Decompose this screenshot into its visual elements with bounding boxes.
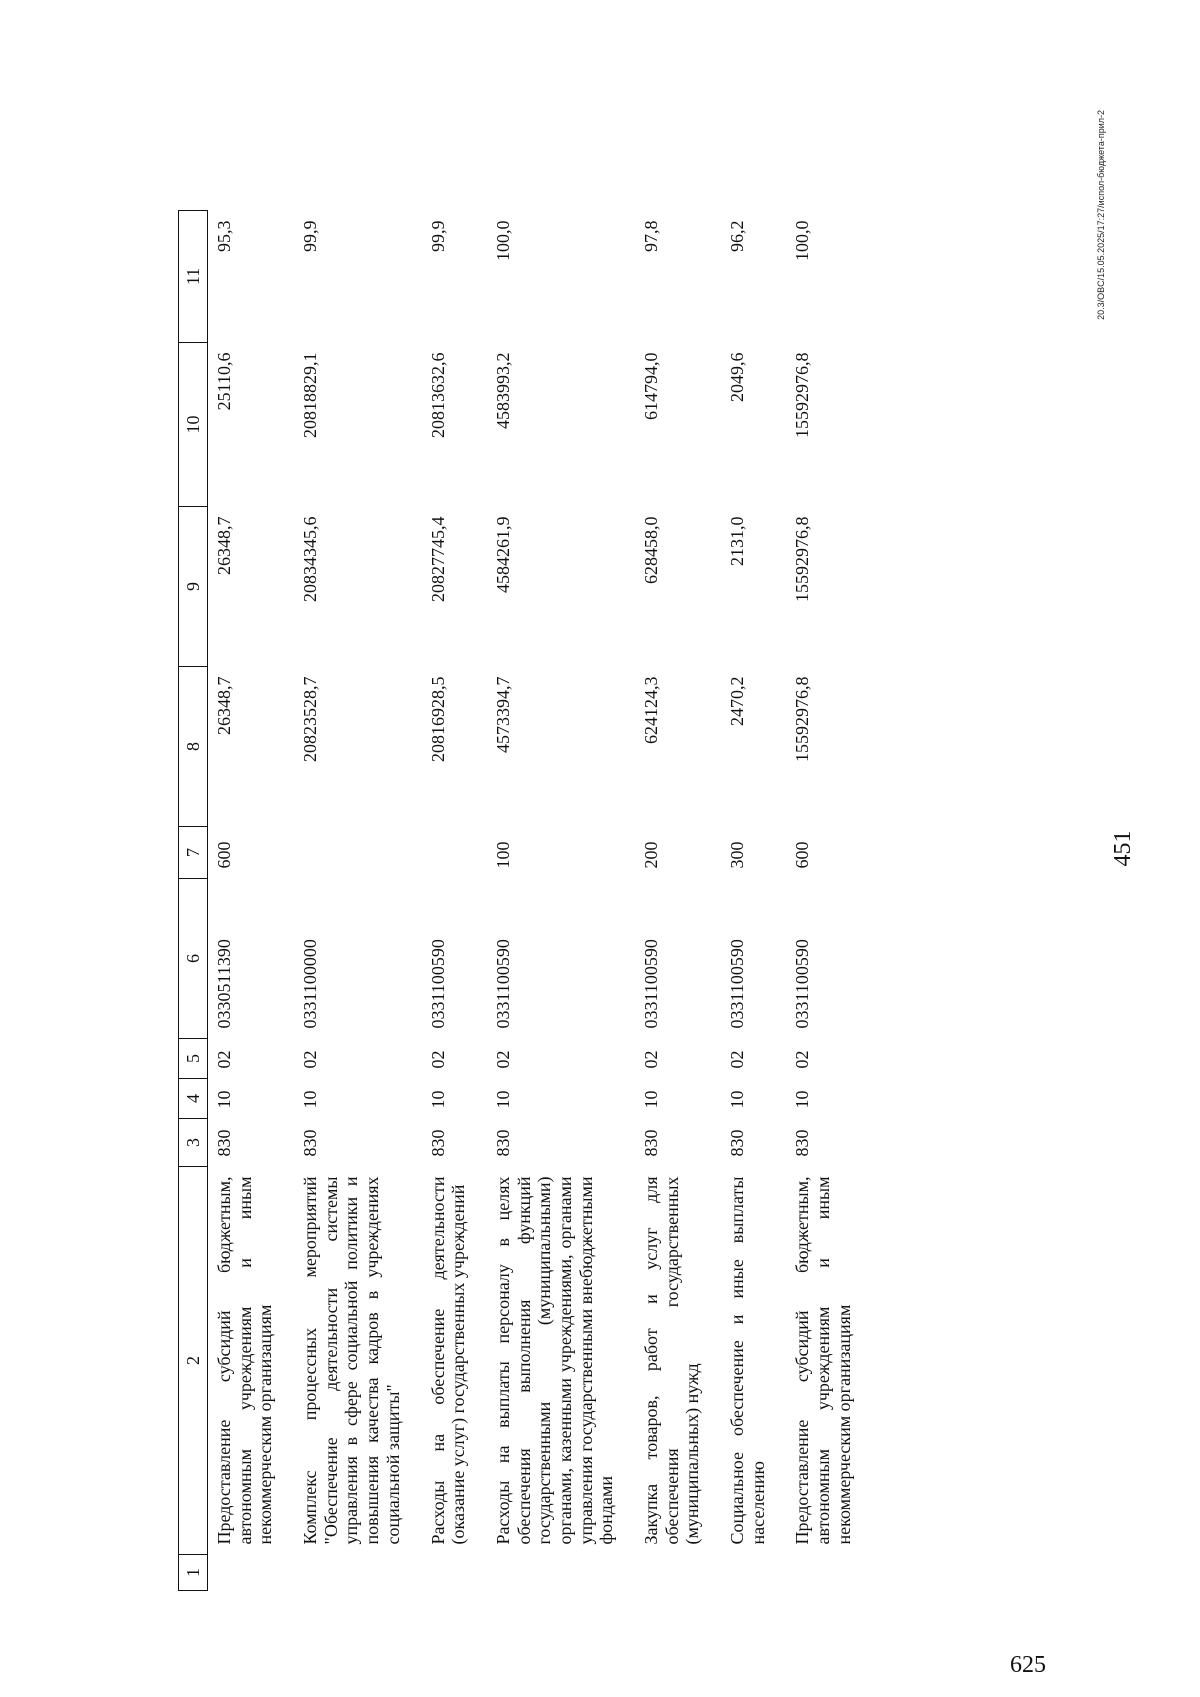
column-header-11: 11 <box>179 211 208 343</box>
cell-c6: 0330511390 <box>214 939 234 1029</box>
cell-c4: 10 <box>427 1090 448 1109</box>
cell-c4: 10 <box>300 1090 321 1109</box>
page-number-bottom: 625 <box>1010 1652 1046 1678</box>
cell-c11: 97,8 <box>641 220 661 252</box>
cell-c7: 600 <box>214 841 234 869</box>
table-row <box>294 211 421 1591</box>
cell-c8: 20823528,7 <box>300 676 321 762</box>
cell-c8: 26348,7 <box>214 676 234 735</box>
cell-c1 <box>294 1555 421 1591</box>
cell-c9: 4584261,9 <box>492 516 513 593</box>
cell-c5: 02 <box>300 1050 321 1069</box>
cell-c3: 830 <box>300 1129 321 1157</box>
header-row <box>179 211 208 1591</box>
cell-c9: 26348,7 <box>214 516 234 575</box>
cell-c2: Предоставление субсидий бюджетным, автономным учреждениям и иным некоммерческим организациям <box>792 1176 854 1545</box>
cell-c3: 830 <box>214 1129 234 1157</box>
cell-c11: 100,0 <box>792 220 813 261</box>
column-header-7: 7 <box>179 827 208 879</box>
cell-c7 <box>422 827 487 879</box>
cell-c7 <box>294 827 421 879</box>
cell-c2: Предоставление субсидий бюджетным, автономным учреждениям и иным некоммерческим организациям <box>214 1176 276 1545</box>
cell-c6: 0331100590 <box>792 939 813 1029</box>
cell-c7: 100 <box>492 841 513 869</box>
cell-c10: 15592976,8 <box>792 352 813 438</box>
cell-c10: 614794,0 <box>641 352 661 420</box>
cell-c1 <box>422 1555 487 1591</box>
cell-c1 <box>635 1555 721 1591</box>
cell-c9: 2131,0 <box>727 516 748 566</box>
cell-c10: 4583993,2 <box>492 352 513 429</box>
cell-c6: 0331100000 <box>300 939 321 1029</box>
cell-c5: 02 <box>214 1050 234 1069</box>
cell-c1 <box>721 1555 786 1591</box>
cell-c5: 02 <box>792 1050 813 1069</box>
cell-c9: 20827745,4 <box>427 516 448 602</box>
cell-c4: 10 <box>492 1090 513 1109</box>
cell-c11: 95,3 <box>214 220 234 252</box>
cell-c1 <box>208 1555 295 1591</box>
cell-c5: 02 <box>641 1050 661 1069</box>
cell-c1 <box>487 1555 635 1591</box>
table-row <box>786 211 872 1591</box>
cell-c8: 2470,2 <box>727 676 748 726</box>
table-row <box>487 211 635 1591</box>
cell-c10: 20813632,6 <box>427 352 448 438</box>
column-header-9: 9 <box>179 507 208 667</box>
cell-c3: 830 <box>641 1129 661 1157</box>
cell-c6: 0331100590 <box>427 939 448 1029</box>
cell-c6: 0331100590 <box>727 939 748 1029</box>
cell-c4: 10 <box>727 1090 748 1109</box>
cell-c10: 2049,6 <box>727 352 748 402</box>
cell-c11: 99,9 <box>427 220 448 252</box>
column-header-5: 5 <box>179 1039 208 1079</box>
cell-c8: 624124,3 <box>641 676 661 744</box>
cell-c2: Социальное обеспечение и иные выплаты населению <box>727 1176 768 1545</box>
column-header-10: 10 <box>179 343 208 507</box>
cell-c4: 10 <box>641 1090 661 1109</box>
cell-c10: 20818829,1 <box>300 352 321 438</box>
cell-c6: 0331100590 <box>641 939 661 1029</box>
cell-c5: 02 <box>492 1050 513 1069</box>
cell-c5: 02 <box>427 1050 448 1069</box>
column-header-6: 6 <box>179 879 208 1039</box>
cell-c9: 628458,0 <box>641 516 661 584</box>
cell-c2: Расходы на обеспечение деятельности (оказание услуг) государственных учреждений <box>427 1176 469 1545</box>
column-header-4: 4 <box>179 1079 208 1119</box>
table-row <box>422 211 487 1591</box>
cell-c3: 830 <box>427 1129 448 1157</box>
cell-c7: 300 <box>727 841 748 869</box>
cell-c2: Комплекс процессных мероприятий "Обеспечение деятельности системы управления в сфере социальной политики и повышения качества кадров в учреждениях социальной защиты" <box>300 1176 403 1545</box>
cell-c8: 15592976,8 <box>792 676 813 762</box>
cell-c6: 0331100590 <box>492 939 513 1029</box>
cell-c3: 830 <box>727 1129 748 1157</box>
cell-c10: 25110,6 <box>214 352 234 411</box>
table-row <box>721 211 786 1591</box>
page-number-top: 451 <box>1110 830 1136 867</box>
footer-code: 20.3/OBC/15.05.2025/17:27/испол-бюджета-прил-2 <box>1096 110 1106 320</box>
column-header-3: 3 <box>179 1119 208 1167</box>
table-row <box>208 211 295 1591</box>
cell-c4: 10 <box>214 1090 234 1109</box>
cell-c3: 830 <box>792 1129 813 1157</box>
cell-c8: 4573394,7 <box>492 676 513 753</box>
cell-c8: 20816928,5 <box>427 676 448 762</box>
table-row <box>635 211 721 1591</box>
cell-c11: 99,9 <box>300 220 321 252</box>
cell-c1 <box>786 1555 872 1591</box>
cell-c4: 10 <box>792 1090 813 1109</box>
cell-c7: 200 <box>641 841 661 869</box>
cell-c5: 02 <box>727 1050 748 1069</box>
column-header-8: 8 <box>179 667 208 827</box>
cell-c9: 20834345,6 <box>300 516 321 602</box>
column-header-1: 1 <box>179 1555 208 1591</box>
cell-c7: 600 <box>792 841 813 869</box>
cell-c2: Расходы на выплаты персоналу в целях обеспечения выполнения функций государственными (муниципальными) органами, казенными учреждениями, органами управления государственными внебюджетными фондами <box>492 1176 617 1545</box>
cell-c11: 100,0 <box>492 220 513 261</box>
cell-c2: Закупка товаров, работ и услуг для обеспечения государственных (муниципальных) нужд <box>641 1176 703 1545</box>
cell-c9: 15592976,8 <box>792 516 813 602</box>
column-header-2: 2 <box>179 1167 208 1555</box>
table-body <box>208 211 873 1591</box>
budget-table <box>178 210 873 1591</box>
cell-c11: 96,2 <box>727 220 748 252</box>
cell-c3: 830 <box>492 1129 513 1157</box>
